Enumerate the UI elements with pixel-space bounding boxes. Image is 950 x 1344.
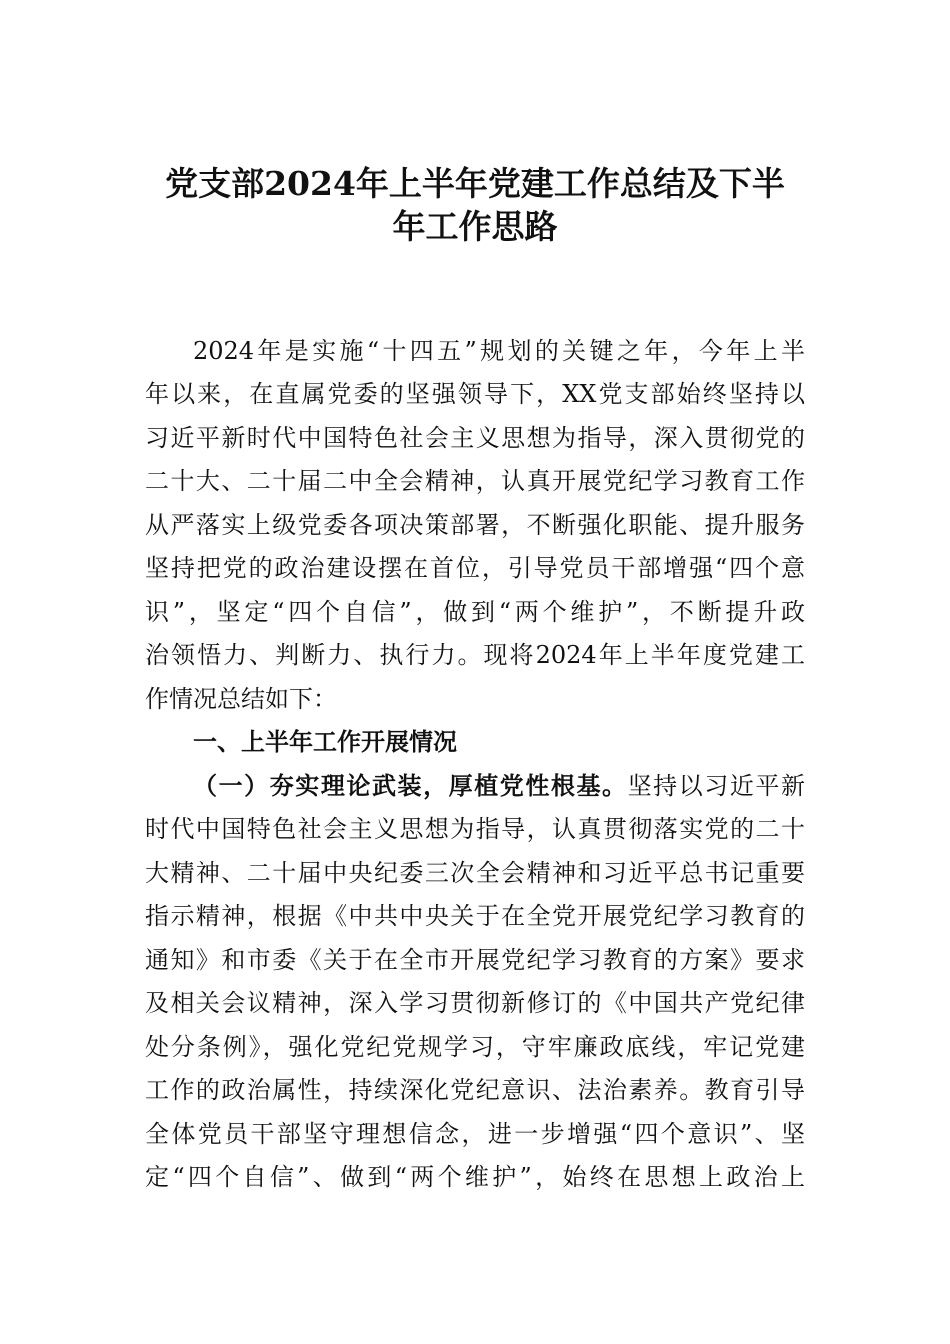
subsection-1-first-line-rest: 坚持以习近平新 — [627, 772, 806, 800]
intro-line-6: 坚持把党的政治建设摆在首位，引导党员干部增强“四个意 — [145, 554, 805, 582]
subsection-1-line-4: 指示精神，根据《中共中央关于在全党开展党纪学习教育的 — [145, 902, 805, 930]
intro-line-7: 识”，坚定“四个自信”，做到“两个维护”，不断提升政 — [145, 598, 805, 626]
subsection-1-line-9: 全体党员干部坚守理想信念，进一步增强“四个意识”、坚 — [145, 1120, 805, 1148]
subsection-1-line-5: 通知》和市委《关于在全市开展党纪学习教育的方案》要求 — [145, 946, 805, 974]
intro-line-3: 习近平新时代中国特色社会主义思想为指导，深入贯彻党的 — [145, 424, 805, 452]
subsection-1-first-line — [193, 766, 805, 806]
document-title-line-2: 年工作思路 — [392, 207, 558, 246]
subsection-1-line-10: 定“四个自信”、做到“两个维护”，始终在思想上政治上 — [145, 1163, 805, 1191]
subsection-1-line-7: 处分条例》，强化党纪党规学习，守牢廉政底线，牢记党建 — [145, 1033, 805, 1061]
document-title-line-1: 党支部2024年上半年党建工作总结及下半 — [165, 164, 785, 203]
subsection-1-lead: （一）夯实理论武装，厚植党性根基。 — [193, 772, 628, 800]
section-heading-1: 一、上半年工作开展情况 — [193, 728, 457, 756]
intro-line-2: 年以来，在直属党委的坚强领导下，XX党支部始终坚持以 — [145, 380, 805, 408]
subsection-1-line-3: 大精神、二十届中央纪委三次全会精神和习近平总书记重要 — [145, 859, 805, 887]
subsection-1-line-8: 工作的政治属性，持续深化党纪意识、法治素养。教育引导 — [145, 1076, 805, 1104]
intro-line-4: 二十大、二十届二中全会精神，认真开展党纪学习教育工作 — [145, 467, 805, 495]
subsection-1-line-2: 时代中国特色社会主义思想为指导，认真贯彻落实党的二十 — [145, 815, 805, 843]
intro-line-5: 从严落实上级党委各项决策部署，不断强化职能、提升服务 — [145, 511, 805, 539]
intro-line-1: 2024年是实施“十四五”规划的关键之年，今年上半 — [193, 337, 805, 365]
intro-line-8: 治领悟力、判断力、执行力。现将2024年上半年度党建工 — [145, 641, 805, 669]
intro-line-9: 作情况总结如下： — [145, 685, 337, 713]
subsection-1-line-6: 及相关会议精神，深入学习贯彻新修订的《中国共产党纪律 — [145, 989, 805, 1017]
